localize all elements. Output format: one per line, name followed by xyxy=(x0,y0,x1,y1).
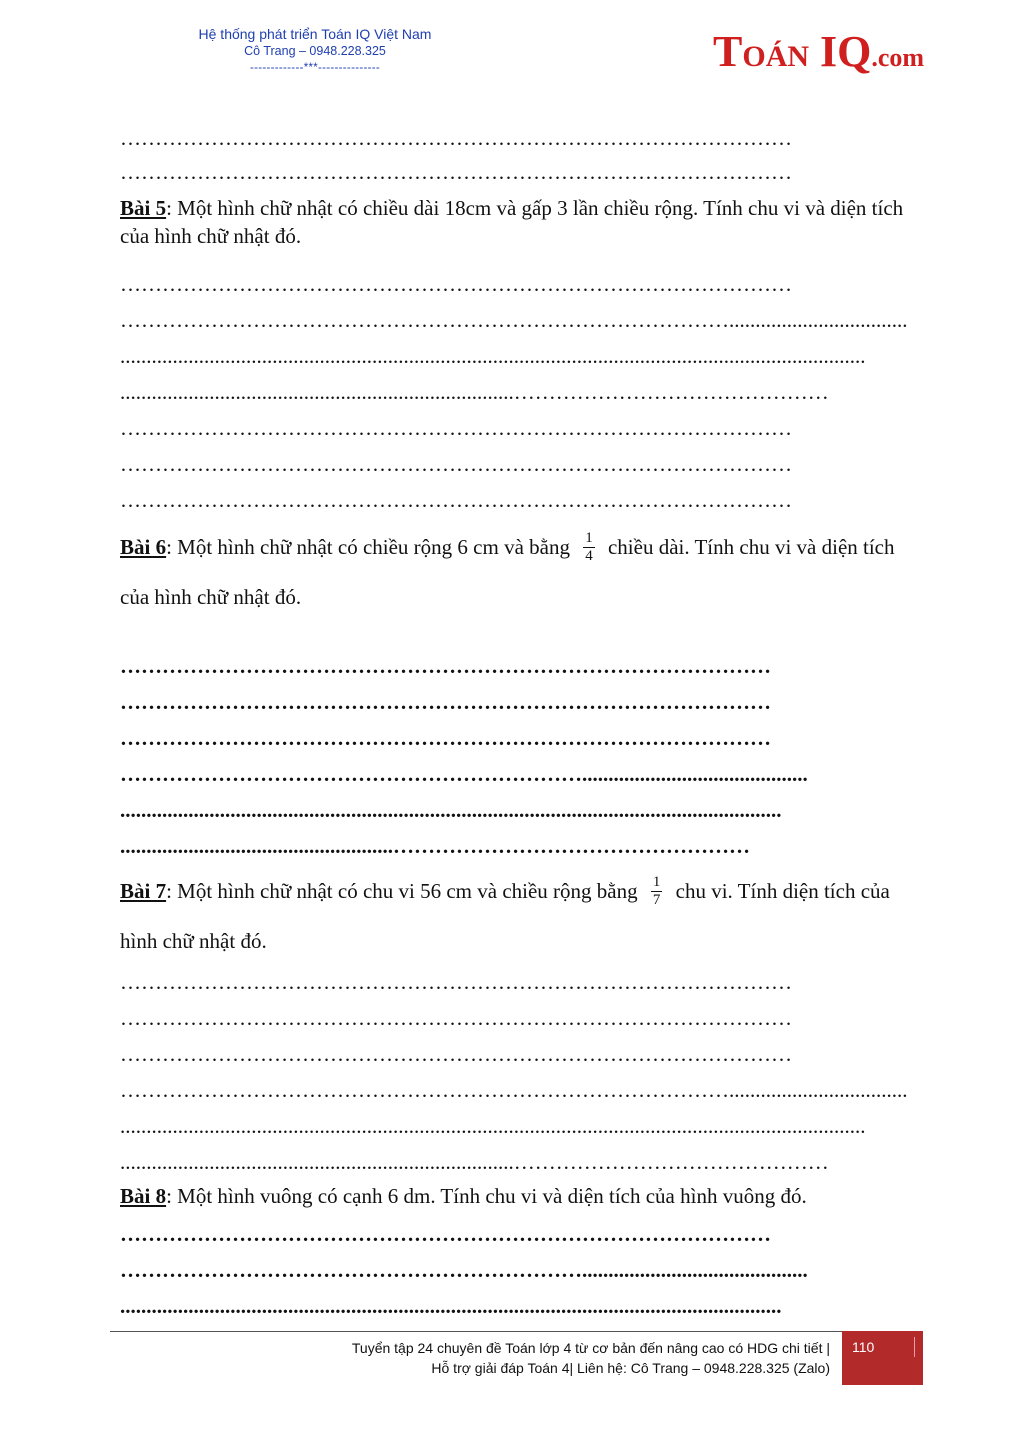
answer-line: .............................................................................................................................. xyxy=(120,798,782,822)
page-number-box xyxy=(842,1331,923,1385)
problem-label: Bài 6 xyxy=(120,535,167,559)
answer-line: .............................................................................................................................................. xyxy=(120,344,866,368)
answer-line: …………………………………………………………........................................... xyxy=(120,762,808,786)
footer-rule xyxy=(110,1331,843,1332)
fraction-one-seventh xyxy=(651,874,663,909)
problem-text: chiều dài. Tính chu vi và diện tích của hình chữ nhật đó. xyxy=(120,535,895,609)
problem-bai-5 xyxy=(120,194,912,250)
fraction-numerator: 1 xyxy=(585,529,593,546)
answer-line: …………………………………………………………………………………… xyxy=(120,126,792,150)
fraction-denominator: 7 xyxy=(652,891,661,908)
answer-line: ....................................................…………………………………………… xyxy=(120,834,750,858)
answer-line: ...........................................................................……………………………………… xyxy=(120,380,829,404)
problem-text: : Một hình vuông có cạnh 6 dm. Tính chu vi và diện tích của hình vuông đó. xyxy=(166,1184,807,1208)
answer-line: …………………………………………………………………………………… xyxy=(120,416,792,440)
answer-line: …………………………………………………………………………………… xyxy=(120,1006,792,1030)
answer-line: ………………………………………………………………………………… xyxy=(120,654,771,678)
problem-text: : Một hình chữ nhật có chu vi 56 cm và chiều rộng bằng xyxy=(166,879,638,903)
page-number: 110 xyxy=(848,1337,915,1357)
problem-bai-8 xyxy=(120,1182,912,1210)
answer-line: …………………………………………………………………………………… xyxy=(120,488,792,512)
problem-label: Bài 5 xyxy=(120,196,167,220)
answer-line: ………………………………………………………………………………… xyxy=(120,726,771,750)
answer-line: …………………………………………………………………………………… xyxy=(120,160,792,184)
answer-line: …………………………………………………………………………………… xyxy=(120,272,792,296)
answer-line: …………………………………………………………………………….................................. xyxy=(120,1078,908,1102)
answer-line: ………………………………………………………………………………… xyxy=(120,1222,771,1246)
header-title: Hệ thống phát triển Toán IQ Việt Nam xyxy=(198,26,432,42)
footer-title: Tuyển tập 24 chuyên đề Toán lớp 4 từ cơ bản đến nâng cao có HDG chi tiết | xyxy=(351,1340,830,1356)
answer-line: .............................................................................................................................................. xyxy=(120,1114,866,1138)
problem-text: : Một hình chữ nhật có chiều dài 18cm và gấp 3 lần chiều rộng. Tính chu vi và diện tích của hình chữ nhật đó. xyxy=(120,196,904,248)
answer-line: …………………………………………………………………………………… xyxy=(120,1042,792,1066)
answer-line: ………………………………………………………………………………… xyxy=(120,690,771,714)
page-header xyxy=(150,26,480,77)
page-footer xyxy=(352,1338,830,1378)
answer-line: …………………………………………………………………………….................................. xyxy=(120,308,908,332)
problem-text: chu vi. Tính diện tích của hình chữ nhật đó. xyxy=(120,879,890,953)
answer-line: …………………………………………………………………………………… xyxy=(120,970,792,994)
answer-line: …………………………………………………………........................................... xyxy=(120,1258,808,1282)
problem-text: : Một hình chữ nhật có chiều rộng 6 cm và bằng xyxy=(166,535,570,559)
footer-contact: Hỗ trợ giải đáp Toán 4| Liên hệ: Cô Trang – 0948.228.325 (Zalo) xyxy=(431,1360,830,1376)
problem-label: Bài 7 xyxy=(120,879,167,903)
fraction-one-quarter xyxy=(583,530,595,565)
fraction-denominator: 4 xyxy=(585,547,593,564)
header-divider: -------------***--------------- xyxy=(250,62,380,74)
answer-line: .............................................................................................................................. xyxy=(120,1294,782,1318)
toaniq-logo: TOÁN IQ.com xyxy=(713,27,925,76)
answer-line: …………………………………………………………………………………… xyxy=(120,452,792,476)
fraction-numerator: 1 xyxy=(652,873,661,890)
problem-bai-7 xyxy=(120,866,912,966)
header-contact: Cô Trang – 0948.228.325 xyxy=(244,44,386,58)
answer-line: ...........................................................................……………………………………… xyxy=(120,1150,829,1174)
problem-bai-6 xyxy=(120,522,912,622)
problem-label: Bài 8 xyxy=(120,1184,167,1208)
